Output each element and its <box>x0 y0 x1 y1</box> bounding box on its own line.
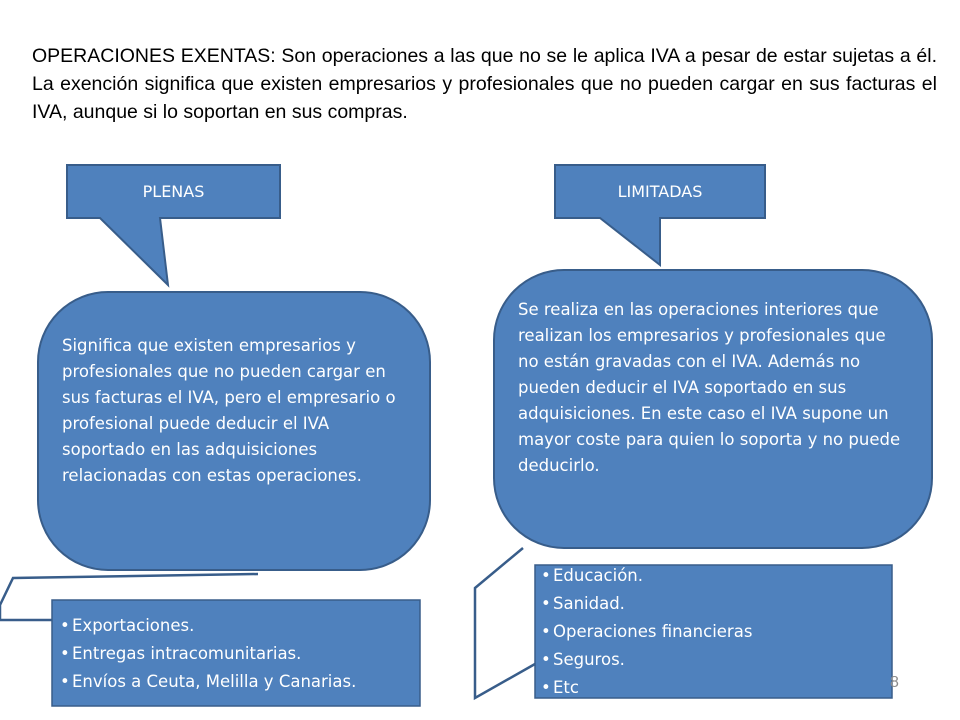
limitadas-examples-box <box>541 562 889 702</box>
limitadas-connector <box>475 548 535 698</box>
plenas-description: Significa que existen empresarios y profesionales que no pueden cargar en sus facturas el IVA, pero el empresario o profesional puede deducir el IVA soportado en las adquisiciones relacionadas con estas operaciones. <box>62 336 396 485</box>
intro-text: OPERACIONES EXENTAS: Son operaciones a las que no se le aplica IVA a pesar de estar sujetas a él. La exención significa que existen empresarios y profesionales que no pueden cargar en sus facturas el IVA, aunque si lo soportan en sus compras. <box>32 45 937 123</box>
list-item: • Entregas intracomunitarias. <box>60 640 416 668</box>
list-item: • Educación. <box>541 562 889 590</box>
limitadas-description: Se realiza en las operaciones interiores que realizan los empresarios y profesionales que no están gravadas con el IVA. Además no pueden deducir el IVA soportado en sus adquisiciones. En este caso el IVA supone un mayor coste para quien lo soporta y no puede deducirlo. <box>518 300 901 475</box>
plenas-label: PLENAS <box>142 182 205 201</box>
list-item: • Seguros. <box>541 646 889 674</box>
list-item: • Envíos a Ceuta, Melilla y Canarias. <box>60 668 416 696</box>
list-item: • Sanidad. <box>541 590 889 618</box>
limitadas-examples-list <box>541 562 889 702</box>
limitadas-label: LIMITADAS <box>617 182 703 201</box>
plenas-examples-list <box>60 612 416 696</box>
plenas-examples-box <box>60 612 416 696</box>
list-item: • Exportaciones. <box>60 612 416 640</box>
list-item: • Operaciones financieras <box>541 618 889 646</box>
list-item: • Etc <box>541 674 889 702</box>
page-number: 8 <box>890 674 899 691</box>
